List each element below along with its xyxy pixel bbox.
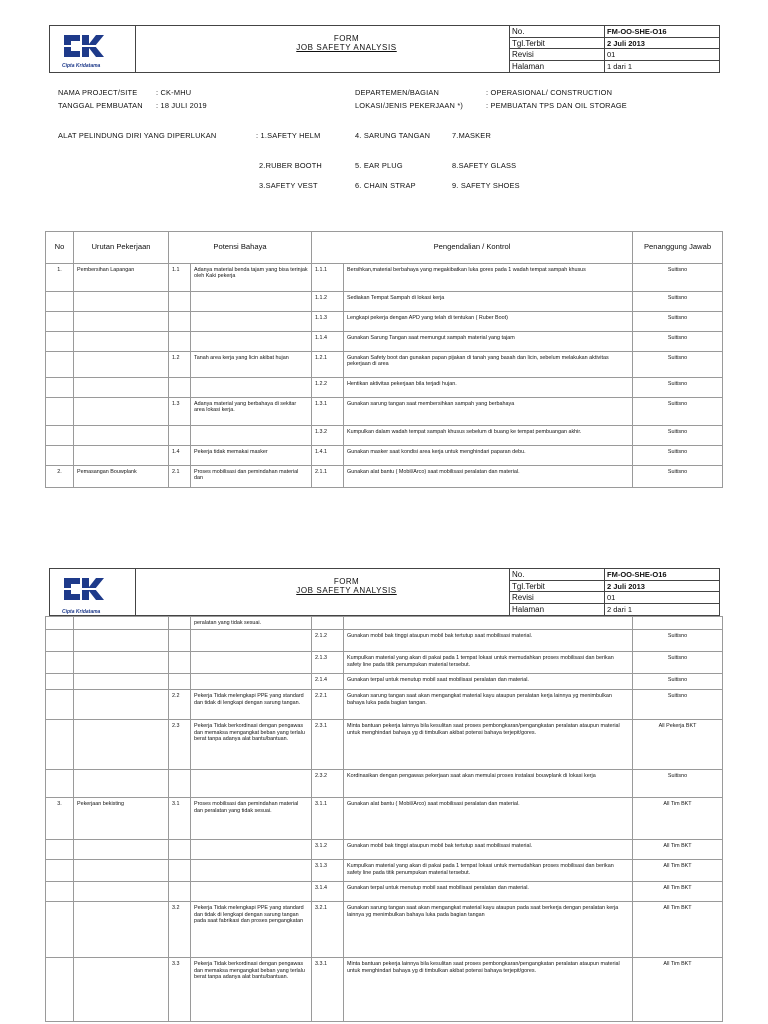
ppe-item: 3.SAFETY VEST xyxy=(259,181,318,190)
row-hazard-no xyxy=(169,882,191,902)
row-control: Minta bantuan pekerja lainnya bila kesulitan saat proses pembongkaran/pengangkatan peralatan ataupun material untuk menghindari bahaya yg di timbulkan akibat potensi bahaya terjepit/gores. xyxy=(344,720,633,770)
table2-body xyxy=(46,617,723,1022)
row-hazard xyxy=(191,882,312,902)
row-control: Sediakan Tempat Sampah di lokasi kerja xyxy=(344,292,633,312)
form-title: JOB SAFETY ANALYSIS xyxy=(296,43,397,52)
row-no xyxy=(46,770,74,798)
col-control: Pengendalian / Kontrol xyxy=(312,232,633,264)
row-hazard-no: 1.2 xyxy=(169,352,191,378)
row-control: Hentikan aktivitas pekerjaan bila terjadi hujan. xyxy=(344,378,633,398)
row-hazard: Pekerja Tidak berkordinasi dengan pengawas dan memaksa mengangkat beban yang terlalu berat tanpa adanya alat bantu/bantuan. xyxy=(191,958,312,1022)
logo-text: Cipta Kridatama xyxy=(62,63,101,69)
row-pic: All Tim BKT xyxy=(633,860,723,882)
row-hazard-no: 1.1 xyxy=(169,264,191,292)
revision: 01 xyxy=(604,592,721,604)
row-control: Gunakan alat bantu ( Mobil/Arco) saat mobilisasi peralatan dan material. xyxy=(344,798,633,840)
row-pic: Suitisno xyxy=(633,378,723,398)
row-no xyxy=(46,312,74,332)
page2-header xyxy=(49,568,720,616)
row-no xyxy=(46,332,74,352)
row-pic: Suitisno xyxy=(633,674,723,690)
row-control: Kumpulkan material yang akan di pakai pada 1 tempat lokasi untuk memudahkan proses mobilisasi dan berikan safety line pada titik penumpukan material tersebut. xyxy=(344,652,633,674)
row-pic: All Tim BKT xyxy=(633,840,723,860)
row-hazard: Pekerja tidak memakai masker xyxy=(191,446,312,466)
title-cell xyxy=(135,569,558,615)
company-logo-icon xyxy=(60,574,104,604)
row-pic: All Tim BKT xyxy=(633,958,723,1022)
row-control: Gunakan sarung tangan saat akan mengangkat material kayu ataupun peralatan kerja lainnya yg menimbulkan bahaya luka pada bagian tangan. xyxy=(344,690,633,720)
row-no xyxy=(46,674,74,690)
row-hazard xyxy=(191,292,312,312)
table-row xyxy=(46,770,723,798)
row-hazard-no xyxy=(169,426,191,446)
col-no: No xyxy=(46,232,74,264)
row-control: Gunakan mobil bak tinggi ataupun mobil bak tertutup saat mobilisasi material. xyxy=(344,840,633,860)
dept-value: : OPERASIONAL/ CONSTRUCTION xyxy=(486,88,613,97)
row-hazard-no: 1.3 xyxy=(169,398,191,426)
table-row xyxy=(46,378,723,398)
row-no: 3. xyxy=(46,798,74,840)
row-hazard-no xyxy=(169,770,191,798)
jsa-table-page1 xyxy=(45,231,723,488)
row-pic: All Tim BKT xyxy=(633,798,723,840)
row-control xyxy=(344,617,633,630)
col-hazard: Potensi Bahaya xyxy=(169,232,312,264)
row-control-no: 2.2.1 xyxy=(312,690,344,720)
row-task: Pemasangan Bouwplank xyxy=(74,466,169,488)
row-control: Gunakan alat bantu ( Mobil/Arco) saat mobilisasi peralatan dan material. xyxy=(344,466,633,488)
table-row xyxy=(46,652,723,674)
row-control-no: 2.1.3 xyxy=(312,652,344,674)
row-no: 2. xyxy=(46,466,74,488)
row-control-no: 2.1.4 xyxy=(312,674,344,690)
col-task: Urutan Pekerjaan xyxy=(74,232,169,264)
row-task xyxy=(74,312,169,332)
table-row xyxy=(46,798,723,840)
row-hazard: Pekerja Tidak berkordinasi dengan pengawas dan memaksa mengangkat beban yang terlalu berat tanpa adanya alat bantu/bantuan. xyxy=(191,720,312,770)
table-row xyxy=(46,446,723,466)
row-pic: All Pekerja BKT xyxy=(633,720,723,770)
row-no xyxy=(46,617,74,630)
row-hazard: peralatan yang tidak sesuai. xyxy=(191,617,312,630)
row-hazard-no xyxy=(169,860,191,882)
row-control-no: 3.1.2 xyxy=(312,840,344,860)
project-value: : CK-MHU xyxy=(156,88,192,97)
row-control-no: 2.3.2 xyxy=(312,770,344,798)
table-row xyxy=(46,674,723,690)
table-row xyxy=(46,292,723,312)
logo-cell xyxy=(50,569,136,615)
row-control: Lengkapi pekerja dengan APD yang telah di tentukan ( Ruber Boot) xyxy=(344,312,633,332)
row-task xyxy=(74,332,169,352)
table-row xyxy=(46,617,723,630)
table-row xyxy=(46,630,723,652)
title-cell xyxy=(135,26,558,72)
location-value: : PEMBUATAN TPS DAN OIL STORAGE xyxy=(486,101,627,110)
row-control-no: 1.1.1 xyxy=(312,264,344,292)
row-hazard-no: 2.2 xyxy=(169,690,191,720)
ppe-item: 5. EAR PLUG xyxy=(355,161,403,170)
table-row xyxy=(46,690,723,720)
date-value: : 18 JULI 2019 xyxy=(156,101,207,110)
row-hazard xyxy=(191,652,312,674)
row-hazard-no: 2.1 xyxy=(169,466,191,488)
row-task xyxy=(74,720,169,770)
row-task xyxy=(74,958,169,1022)
page-number: 1 dari 1 xyxy=(604,61,721,73)
row-control-no: 1.3.1 xyxy=(312,398,344,426)
row-pic: Suitisno xyxy=(633,630,723,652)
row-pic: Suitisno xyxy=(633,312,723,332)
row-hazard xyxy=(191,860,312,882)
row-control: Gunakan sarung tangan saat membersihkan sampah yang berbahaya xyxy=(344,398,633,426)
row-no xyxy=(46,352,74,378)
logo-text: Cipta Kridatama xyxy=(62,609,101,615)
row-hazard: Proses mobilisasi dan pemindahan material dan xyxy=(191,466,312,488)
form-word: FORM xyxy=(333,34,360,43)
meta-label-rev: Revisi xyxy=(512,50,534,59)
row-task xyxy=(74,630,169,652)
row-control: Bersihkan,material berbahaya yang megakibatkan luka gores pada 1 wadah tempat sampah khusus xyxy=(344,264,633,292)
row-pic: Suitisno xyxy=(633,652,723,674)
row-control: Gunakan mobil bak tinggi ataupun mobil bak tertutup saat mobilisasi material. xyxy=(344,630,633,652)
row-hazard-no: 3.3 xyxy=(169,958,191,1022)
row-control: Gunakan terpal untuk menutup mobil saat mobilisasi peralatan dan material. xyxy=(344,674,633,690)
row-control-no: 1.1.4 xyxy=(312,332,344,352)
row-task xyxy=(74,617,169,630)
doc-number: FM-OO-SHE-O16 xyxy=(604,26,721,38)
row-hazard-no: 3.2 xyxy=(169,902,191,958)
ppe-item: 2.RUBER BOOTH xyxy=(259,161,322,170)
row-control-no: 3.3.1 xyxy=(312,958,344,1022)
dept-label: DEPARTEMEN/BAGIAN xyxy=(355,88,440,97)
table-row xyxy=(46,840,723,860)
location-label: LOKASI/JENIS PEKERJAAN *) xyxy=(355,101,464,110)
logo-cell xyxy=(50,26,136,72)
row-hazard-no xyxy=(169,674,191,690)
table-row xyxy=(46,720,723,770)
row-hazard-no xyxy=(169,840,191,860)
row-hazard xyxy=(191,312,312,332)
row-pic xyxy=(633,617,723,630)
row-no xyxy=(46,958,74,1022)
row-hazard-no xyxy=(169,312,191,332)
row-no: 1. xyxy=(46,264,74,292)
meta-label-page: Halaman xyxy=(512,604,545,614)
row-control-no: 3.1.1 xyxy=(312,798,344,840)
row-control: Gunakan sarung tangan saat akan mengangkat material kayu ataupun pada saat berkerja dengan peralatan kerja lainnya yg menimbulkan bahaya luka pada bagian tangan xyxy=(344,902,633,958)
row-task xyxy=(74,426,169,446)
meta-box xyxy=(509,26,720,72)
row-pic: Suitisno xyxy=(633,332,723,352)
page1-header xyxy=(49,25,720,73)
row-control-no: 3.2.1 xyxy=(312,902,344,958)
row-no xyxy=(46,840,74,860)
meta-label-no: No. xyxy=(512,27,525,36)
table-row xyxy=(46,312,723,332)
table-row xyxy=(46,264,723,292)
row-no xyxy=(46,720,74,770)
row-task xyxy=(74,292,169,312)
revision: 01 xyxy=(604,49,721,61)
row-task xyxy=(74,840,169,860)
row-hazard-no xyxy=(169,652,191,674)
ppe-item: 4. SARUNG TANGAN xyxy=(355,131,431,140)
row-task xyxy=(74,398,169,426)
row-pic: Suitisno xyxy=(633,446,723,466)
doc-number: FM-OO-SHE-O16 xyxy=(604,569,721,581)
row-control-no: 1.3.2 xyxy=(312,426,344,446)
row-pic: Suitisno xyxy=(633,292,723,312)
row-control: Gunakan terpal untuk menutup mobil saat mobilisasi peralatan dan material. xyxy=(344,882,633,902)
table-row xyxy=(46,466,723,488)
ppe-label: ALAT PELINDUNG DIRI YANG DIPERLUKAN xyxy=(58,131,217,140)
row-hazard-no xyxy=(169,630,191,652)
row-control-no xyxy=(312,617,344,630)
row-task xyxy=(74,770,169,798)
form-word: FORM xyxy=(333,577,360,586)
row-control: Gunakan Safety boot dan gunakan papan pijakan di tanah yang basah dan licin, sebelum melakukan aktivitas pekerjaan di area xyxy=(344,352,633,378)
row-hazard xyxy=(191,840,312,860)
jsa-table-page2 xyxy=(45,616,723,1022)
row-hazard xyxy=(191,332,312,352)
row-no xyxy=(46,292,74,312)
table-row xyxy=(46,958,723,1022)
row-hazard xyxy=(191,770,312,798)
row-hazard-no: 3.1 xyxy=(169,798,191,840)
row-task: Pekerjaan bekisting xyxy=(74,798,169,840)
row-control: Gunakan Sarung Tangan saat memungut sampah material yang tajam xyxy=(344,332,633,352)
issue-date: 2 Juli 2013 xyxy=(604,38,721,50)
row-task xyxy=(74,690,169,720)
table-row xyxy=(46,902,723,958)
row-task xyxy=(74,446,169,466)
table-row xyxy=(46,426,723,446)
row-control-no: 1.2.1 xyxy=(312,352,344,378)
row-task xyxy=(74,652,169,674)
row-control: Kumpulkan dalam wadah tempat sampah khusus sebelum di buang ke tempat pembuangan akhir. xyxy=(344,426,633,446)
row-pic: All Tim BKT xyxy=(633,882,723,902)
ppe-item: 9. SAFETY SHOES xyxy=(452,181,520,190)
row-no xyxy=(46,426,74,446)
company-logo-icon xyxy=(60,31,104,61)
row-control: Minta bantuan pekerja lainnya bila kesulitan saat proses pembongkaran/pengangkatan peralatan ataupun material untuk menghindari bahaya yg di timbulkan akibat potensi bahaya terjepit/gores. xyxy=(344,958,633,1022)
row-control-no: 1.1.2 xyxy=(312,292,344,312)
row-hazard: Tanah area kerja yang licin akibat hujan xyxy=(191,352,312,378)
meta-label-date: Tgl.Terbit xyxy=(512,38,545,48)
row-hazard-no: 1.4 xyxy=(169,446,191,466)
row-pic: All Tim BKT xyxy=(633,902,723,958)
row-control-no: 3.1.4 xyxy=(312,882,344,902)
row-control-no: 2.1.1 xyxy=(312,466,344,488)
row-pic: Suitisno xyxy=(633,426,723,446)
row-no xyxy=(46,690,74,720)
meta-label-rev: Revisi xyxy=(512,593,534,602)
ppe-item: : 1.SAFETY HELM xyxy=(256,131,321,140)
row-hazard-no xyxy=(169,617,191,630)
row-hazard: Adanya material yang berbahaya di sekitar area lokasi kerja. xyxy=(191,398,312,426)
row-no xyxy=(46,398,74,426)
row-pic: Suitisno xyxy=(633,690,723,720)
row-hazard: Pekerja Tidak melengkapi PPE yang standard dan tidak di lengkapi dengan sarung tangan. xyxy=(191,690,312,720)
row-control-no: 3.1.3 xyxy=(312,860,344,882)
row-no xyxy=(46,882,74,902)
col-pic: Penanggung Jawab xyxy=(633,232,723,264)
meta-label-date: Tgl.Terbit xyxy=(512,581,545,591)
row-hazard-no: 2.3 xyxy=(169,720,191,770)
meta-box xyxy=(509,569,720,615)
meta-label-no: No. xyxy=(512,570,525,579)
table1-body xyxy=(46,264,723,488)
row-hazard-no xyxy=(169,378,191,398)
row-task xyxy=(74,352,169,378)
row-task xyxy=(74,860,169,882)
row-pic: Suitisno xyxy=(633,398,723,426)
row-control-no: 1.1.3 xyxy=(312,312,344,332)
row-no xyxy=(46,378,74,398)
row-task xyxy=(74,902,169,958)
row-control-no: 1.2.2 xyxy=(312,378,344,398)
ppe-item: 8.SAFETY GLASS xyxy=(452,161,517,170)
row-task xyxy=(74,882,169,902)
row-control-no: 2.3.1 xyxy=(312,720,344,770)
issue-date: 2 Juli 2013 xyxy=(604,581,721,593)
page-number: 2 dari 1 xyxy=(604,604,721,616)
row-pic: Suitisno xyxy=(633,770,723,798)
table-row xyxy=(46,332,723,352)
row-no xyxy=(46,652,74,674)
row-hazard xyxy=(191,630,312,652)
row-no xyxy=(46,860,74,882)
row-task xyxy=(74,378,169,398)
table-row xyxy=(46,352,723,378)
table-row xyxy=(46,398,723,426)
meta-label-page: Halaman xyxy=(512,61,545,71)
row-hazard-no xyxy=(169,332,191,352)
project-label: NAMA PROJECT/SITE xyxy=(58,88,138,97)
row-control: Gunakan masker saat kondisi area kerja untuk menghindari paparan debu. xyxy=(344,446,633,466)
row-hazard: Pekerja Tidak melengkapi PPE yang standard dan tidak di lengkapi dengan sarung tangan pada saat fabrikasi dan proses pengangkatan xyxy=(191,902,312,958)
row-no xyxy=(46,630,74,652)
row-control-no: 1.4.1 xyxy=(312,446,344,466)
row-task: Pembersihan Lapangan xyxy=(74,264,169,292)
form-title: JOB SAFETY ANALYSIS xyxy=(296,586,397,595)
row-hazard xyxy=(191,674,312,690)
row-hazard xyxy=(191,378,312,398)
row-hazard xyxy=(191,426,312,446)
row-control: Kordinasikan dengan pengawas pekerjaan saat akan memulai proses instalasi bouwplank di lokasi kerja xyxy=(344,770,633,798)
row-pic: Suitisno xyxy=(633,352,723,378)
ppe-item: 7.MASKER xyxy=(452,131,491,140)
row-no xyxy=(46,446,74,466)
ppe-item: 6. CHAIN STRAP xyxy=(355,181,416,190)
row-pic: Suitisno xyxy=(633,466,723,488)
row-hazard: Adanya material benda tajam yang bisa terinjak oleh Kaki pekerja xyxy=(191,264,312,292)
table-row xyxy=(46,860,723,882)
row-no xyxy=(46,902,74,958)
row-hazard-no xyxy=(169,292,191,312)
row-task xyxy=(74,674,169,690)
row-hazard: Proses mobilisasi dan pemindahan material dan peralatan yang tidak sesuai. xyxy=(191,798,312,840)
table-row xyxy=(46,882,723,902)
row-control: Kumpulkan material yang akan di pakai pada 1 tempat lokasi untuk memudahkan proses mobilisasi dan berikan safety line pada titik penumpukan material tersebut. xyxy=(344,860,633,882)
date-label: TANGGAL PEMBUATAN xyxy=(58,101,143,110)
row-pic: Suitisno xyxy=(633,264,723,292)
row-control-no: 2.1.2 xyxy=(312,630,344,652)
